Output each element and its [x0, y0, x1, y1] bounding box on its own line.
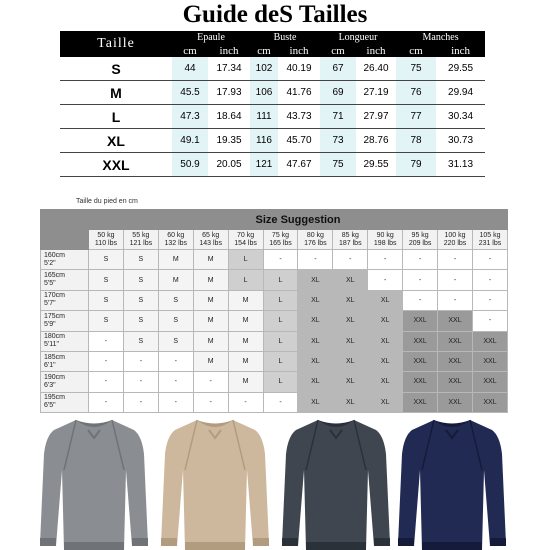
height-header: [41, 250, 89, 270]
measure-cell: 69: [320, 81, 356, 105]
suggestion-cell: -: [193, 392, 228, 412]
measure-cell: 26.40: [356, 57, 396, 81]
suggestion-cell: -: [123, 372, 158, 392]
weight-header: [403, 230, 438, 250]
suggestion-cell: -: [298, 250, 333, 270]
suggestion-cell: M: [158, 270, 193, 290]
measure-cell: 49.1: [172, 129, 208, 153]
sweater-image: [396, 414, 508, 550]
weight-header: [123, 230, 158, 250]
suggestion-cell: XL: [368, 392, 403, 412]
suggestion-cell: M: [158, 250, 193, 270]
height-ft: 5'7": [44, 300, 56, 308]
weight-kg: 80 kg: [306, 231, 324, 239]
measure-cell: 106: [250, 81, 278, 105]
suggestion-cell: S: [89, 250, 124, 270]
suggestion-cell: XXL: [438, 372, 473, 392]
weight-header: [333, 230, 368, 250]
measure-cell: 31.13: [436, 153, 485, 177]
measure-cell: 44: [172, 57, 208, 81]
weight-kg: 50 kg: [97, 231, 115, 239]
weight-lbs: 209 lbs: [408, 239, 432, 247]
measure-cell: 71: [320, 105, 356, 129]
suggestion-cell: L: [263, 311, 298, 331]
height-header: [41, 311, 89, 331]
measure-cell: 76: [396, 81, 436, 105]
weight-header: [298, 230, 333, 250]
suggestion-cell: XL: [298, 290, 333, 310]
suggestion-cell: -: [123, 392, 158, 412]
suggestion-cell: -: [368, 250, 403, 270]
size-label: S: [60, 57, 172, 81]
suggestion-cell: -: [158, 351, 193, 371]
suggestion-title: Size Suggestion: [89, 210, 508, 230]
suggestion-cell: XL: [333, 372, 368, 392]
height-cm: 190cm: [44, 373, 66, 381]
weight-lbs: 220 lbs: [443, 239, 467, 247]
suggestion-cell: -: [472, 290, 507, 310]
suggestion-cell: -: [89, 331, 124, 351]
weight-kg: 85 kg: [341, 231, 359, 239]
suggestion-cell: XXL: [438, 311, 473, 331]
suggestion-cell: -: [438, 250, 473, 270]
suggestion-cell: -: [123, 351, 158, 371]
suggestion-cell: XXL: [438, 351, 473, 371]
size-table-body: [60, 57, 485, 177]
measure-cell: 27.19: [356, 81, 396, 105]
suggestion-cell: S: [123, 290, 158, 310]
suggestion-cell: -: [438, 270, 473, 290]
corner-cell: [41, 210, 89, 250]
sweater-image: [280, 414, 392, 550]
suggestion-cell: -: [263, 250, 298, 270]
unit-header: cm: [320, 44, 356, 57]
suggestion-cell: -: [368, 270, 403, 290]
suggestion-cell: -: [472, 311, 507, 331]
weight-kg: 75 kg: [271, 231, 290, 239]
weight-lbs: 132 lbs: [164, 239, 188, 247]
measure-cell: 77: [396, 105, 436, 129]
weight-header: [158, 230, 193, 250]
measure-cell: 45.5: [172, 81, 208, 105]
suggestion-cell: S: [123, 250, 158, 270]
measure-cell: 29.55: [436, 57, 485, 81]
measure-cell: 67: [320, 57, 356, 81]
group-header: Manches: [396, 31, 485, 44]
suggestion-cell: XXL: [438, 331, 473, 351]
suggestion-cell: XL: [298, 372, 333, 392]
suggestion-cell: XL: [368, 331, 403, 351]
weight-kg: 100 kg: [444, 231, 466, 239]
measure-cell: 47.67: [278, 153, 320, 177]
suggestion-cell: -: [89, 351, 124, 371]
height-cm: 160cm: [44, 251, 66, 259]
height-header: [41, 270, 89, 290]
measure-cell: 43.73: [278, 105, 320, 129]
suggestion-cell: XL: [298, 351, 333, 371]
measure-cell: 20.05: [208, 153, 250, 177]
measure-cell: 50.9: [172, 153, 208, 177]
size-note: Taille du pied en cm: [76, 198, 138, 205]
suggestion-cell: -: [193, 372, 228, 392]
suggestion-cell: -: [403, 250, 438, 270]
size-label: M: [60, 81, 172, 105]
suggestion-cell: M: [193, 351, 228, 371]
height-cm: 175cm: [44, 312, 66, 320]
suggestion-cell: S: [89, 311, 124, 331]
suggestion-cell: -: [89, 392, 124, 412]
height-cm: 185cm: [44, 353, 66, 361]
group-header: Longueur: [320, 31, 396, 44]
suggestion-cell: XL: [368, 290, 403, 310]
weight-header: [368, 230, 403, 250]
height-header: [41, 372, 89, 392]
measure-cell: 102: [250, 57, 278, 81]
suggestion-cell: -: [403, 270, 438, 290]
height-ft: 5'5": [44, 280, 56, 288]
measure-cell: 17.34: [208, 57, 250, 81]
size-row: [60, 129, 485, 153]
suggestion-cell: -: [228, 392, 263, 412]
height-ft: 5'9": [44, 320, 56, 328]
size-row: [60, 57, 485, 81]
weight-lbs: 165 lbs: [269, 239, 292, 247]
weight-lbs: 110 lbs: [94, 239, 117, 247]
suggestion-cell: XL: [368, 311, 403, 331]
suggestion-cell: XL: [368, 351, 403, 371]
height-header: [41, 392, 89, 412]
suggestion-cell: M: [193, 270, 228, 290]
height-cm: 170cm: [44, 292, 66, 300]
weight-header: [228, 230, 263, 250]
suggestion-cell: L: [263, 331, 298, 351]
taille-header: Taille: [60, 31, 172, 57]
suggestion-cell: L: [228, 250, 263, 270]
suggestion-body: [41, 250, 508, 413]
suggestion-cell: XXL: [472, 331, 507, 351]
unit-header: cm: [250, 44, 278, 57]
suggestion-row: [41, 331, 508, 351]
suggestion-cell: M: [228, 331, 263, 351]
measure-cell: 19.35: [208, 129, 250, 153]
suggestion-cell: XXL: [438, 392, 473, 412]
height-cm: 165cm: [44, 272, 66, 280]
weight-header: [438, 230, 473, 250]
unit-header: inch: [356, 44, 396, 57]
suggestion-cell: M: [228, 351, 263, 371]
suggestion-cell: M: [228, 311, 263, 331]
suggestion-cell: L: [263, 270, 298, 290]
measure-cell: 111: [250, 105, 278, 129]
suggestion-cell: -: [158, 392, 193, 412]
unit-header: inch: [208, 44, 250, 57]
height-ft: 6'3": [44, 381, 56, 389]
weight-kg: 95 kg: [411, 231, 429, 239]
measure-cell: 45.70: [278, 129, 320, 153]
suggestion-cell: -: [472, 250, 507, 270]
weight-header: [193, 230, 228, 250]
weight-kg: 90 kg: [376, 231, 394, 239]
size-label: L: [60, 105, 172, 129]
suggestion-row: [41, 351, 508, 371]
measure-cell: 30.34: [436, 105, 485, 129]
weight-row: [41, 230, 508, 250]
measure-cell: 29.55: [356, 153, 396, 177]
measure-cell: 47.3: [172, 105, 208, 129]
weight-lbs: 154 lbs: [234, 239, 257, 247]
suggestion-row: [41, 270, 508, 290]
size-label: XL: [60, 129, 172, 153]
group-header: Buste: [250, 31, 320, 44]
suggestion-cell: XL: [298, 270, 333, 290]
height-ft: 5'2": [44, 259, 56, 267]
suggestion-cell: -: [333, 250, 368, 270]
suggestion-cell: XXL: [403, 392, 438, 412]
weight-lbs: 121 lbs: [129, 239, 153, 247]
suggestion-cell: -: [89, 372, 124, 392]
height-cm: 195cm: [44, 394, 66, 402]
unit-header: cm: [396, 44, 436, 57]
suggestion-cell: XXL: [472, 392, 507, 412]
weight-header: [263, 230, 298, 250]
measure-cell: 27.97: [356, 105, 396, 129]
weight-lbs: 187 lbs: [339, 239, 362, 247]
size-label: XXL: [60, 153, 172, 177]
weight-kg: 70 kg: [237, 231, 255, 239]
suggestion-cell: XXL: [403, 372, 438, 392]
unit-header: inch: [278, 44, 320, 57]
suggestion-cell: XL: [368, 372, 403, 392]
suggestion-cell: -: [158, 372, 193, 392]
suggestion-cell: XXL: [403, 331, 438, 351]
suggestion-cell: -: [263, 392, 298, 412]
height-header: [41, 351, 89, 371]
weight-kg: 55 kg: [132, 231, 150, 239]
suggestion-cell: -: [438, 290, 473, 310]
suggestion-row: [41, 290, 508, 310]
suggestion-cell: M: [228, 372, 263, 392]
measure-cell: 18.64: [208, 105, 250, 129]
suggestion-cell: M: [193, 290, 228, 310]
suggestion-cell: S: [123, 270, 158, 290]
height-ft: 6'1": [44, 361, 56, 369]
suggestion-cell: -: [472, 270, 507, 290]
weight-lbs: 176 lbs: [304, 239, 327, 247]
measure-cell: 40.19: [278, 57, 320, 81]
size-row: [60, 153, 485, 177]
suggestion-cell: S: [158, 311, 193, 331]
measure-cell: 28.76: [356, 129, 396, 153]
page-title: Guide deS Tailles: [182, 1, 368, 28]
suggestion-cell: L: [263, 372, 298, 392]
suggestion-cell: M: [228, 290, 263, 310]
suggestion-cell: M: [193, 331, 228, 351]
weight-kg: 60 kg: [167, 231, 185, 239]
suggestion-cell: S: [123, 331, 158, 351]
suggestion-cell: L: [263, 290, 298, 310]
group-header: Epaule: [172, 31, 250, 44]
suggestion-cell: XL: [333, 331, 368, 351]
suggestion-cell: XL: [298, 331, 333, 351]
suggestion-cell: XL: [298, 392, 333, 412]
weight-lbs: 143 lbs: [199, 239, 222, 247]
size-row: [60, 81, 485, 105]
size-row: [60, 105, 485, 129]
suggestion-cell: XXL: [403, 311, 438, 331]
suggestion-cell: XL: [333, 392, 368, 412]
measure-cell: 41.76: [278, 81, 320, 105]
suggestion-cell: XXL: [403, 351, 438, 371]
measure-cell: 116: [250, 129, 278, 153]
unit-header: cm: [172, 44, 208, 57]
height-header: [41, 331, 89, 351]
suggestion-cell: M: [193, 250, 228, 270]
suggestion-cell: -: [403, 290, 438, 310]
measure-cell: 30.73: [436, 129, 485, 153]
weight-header: [89, 230, 124, 250]
size-suggestion-table: [40, 209, 508, 413]
size-table: [60, 31, 485, 177]
suggestion-cell: L: [263, 351, 298, 371]
suggestion-cell: XXL: [472, 351, 507, 371]
weight-lbs: 198 lbs: [373, 239, 397, 247]
weight-header: [472, 230, 507, 250]
sweater-image: [38, 414, 150, 550]
suggestion-cell: XL: [333, 311, 368, 331]
measure-cell: 17.93: [208, 81, 250, 105]
measure-cell: 29.94: [436, 81, 485, 105]
suggestion-row: [41, 392, 508, 412]
suggestion-cell: S: [89, 270, 124, 290]
measure-cell: 79: [396, 153, 436, 177]
suggestion-cell: S: [123, 311, 158, 331]
suggestion-row: [41, 372, 508, 392]
suggestion-cell: S: [158, 290, 193, 310]
height-ft: 6'5": [44, 402, 56, 410]
suggestion-cell: XL: [333, 351, 368, 371]
suggestion-cell: XL: [333, 270, 368, 290]
suggestion-cell: XL: [298, 311, 333, 331]
height-cm: 180cm: [44, 333, 66, 341]
suggestion-cell: XXL: [472, 372, 507, 392]
suggestion-cell: XL: [333, 290, 368, 310]
suggestion-cell: S: [89, 290, 124, 310]
measure-cell: 73: [320, 129, 356, 153]
measure-cell: 121: [250, 153, 278, 177]
sweater-image: [159, 414, 271, 550]
suggestion-row: [41, 311, 508, 331]
height-ft: 5'11": [44, 341, 59, 349]
suggestion-cell: S: [158, 331, 193, 351]
measure-cell: 75: [396, 57, 436, 81]
suggestion-cell: L: [228, 270, 263, 290]
measure-cell: 78: [396, 129, 436, 153]
suggestion-cell: M: [193, 311, 228, 331]
height-header: [41, 290, 89, 310]
unit-header: inch: [436, 44, 485, 57]
suggestion-row: [41, 250, 508, 270]
measure-cell: 75: [320, 153, 356, 177]
weight-kg: 65 kg: [202, 231, 220, 239]
weight-kg: 105 kg: [479, 231, 501, 239]
weight-lbs: 231 lbs: [478, 239, 502, 247]
